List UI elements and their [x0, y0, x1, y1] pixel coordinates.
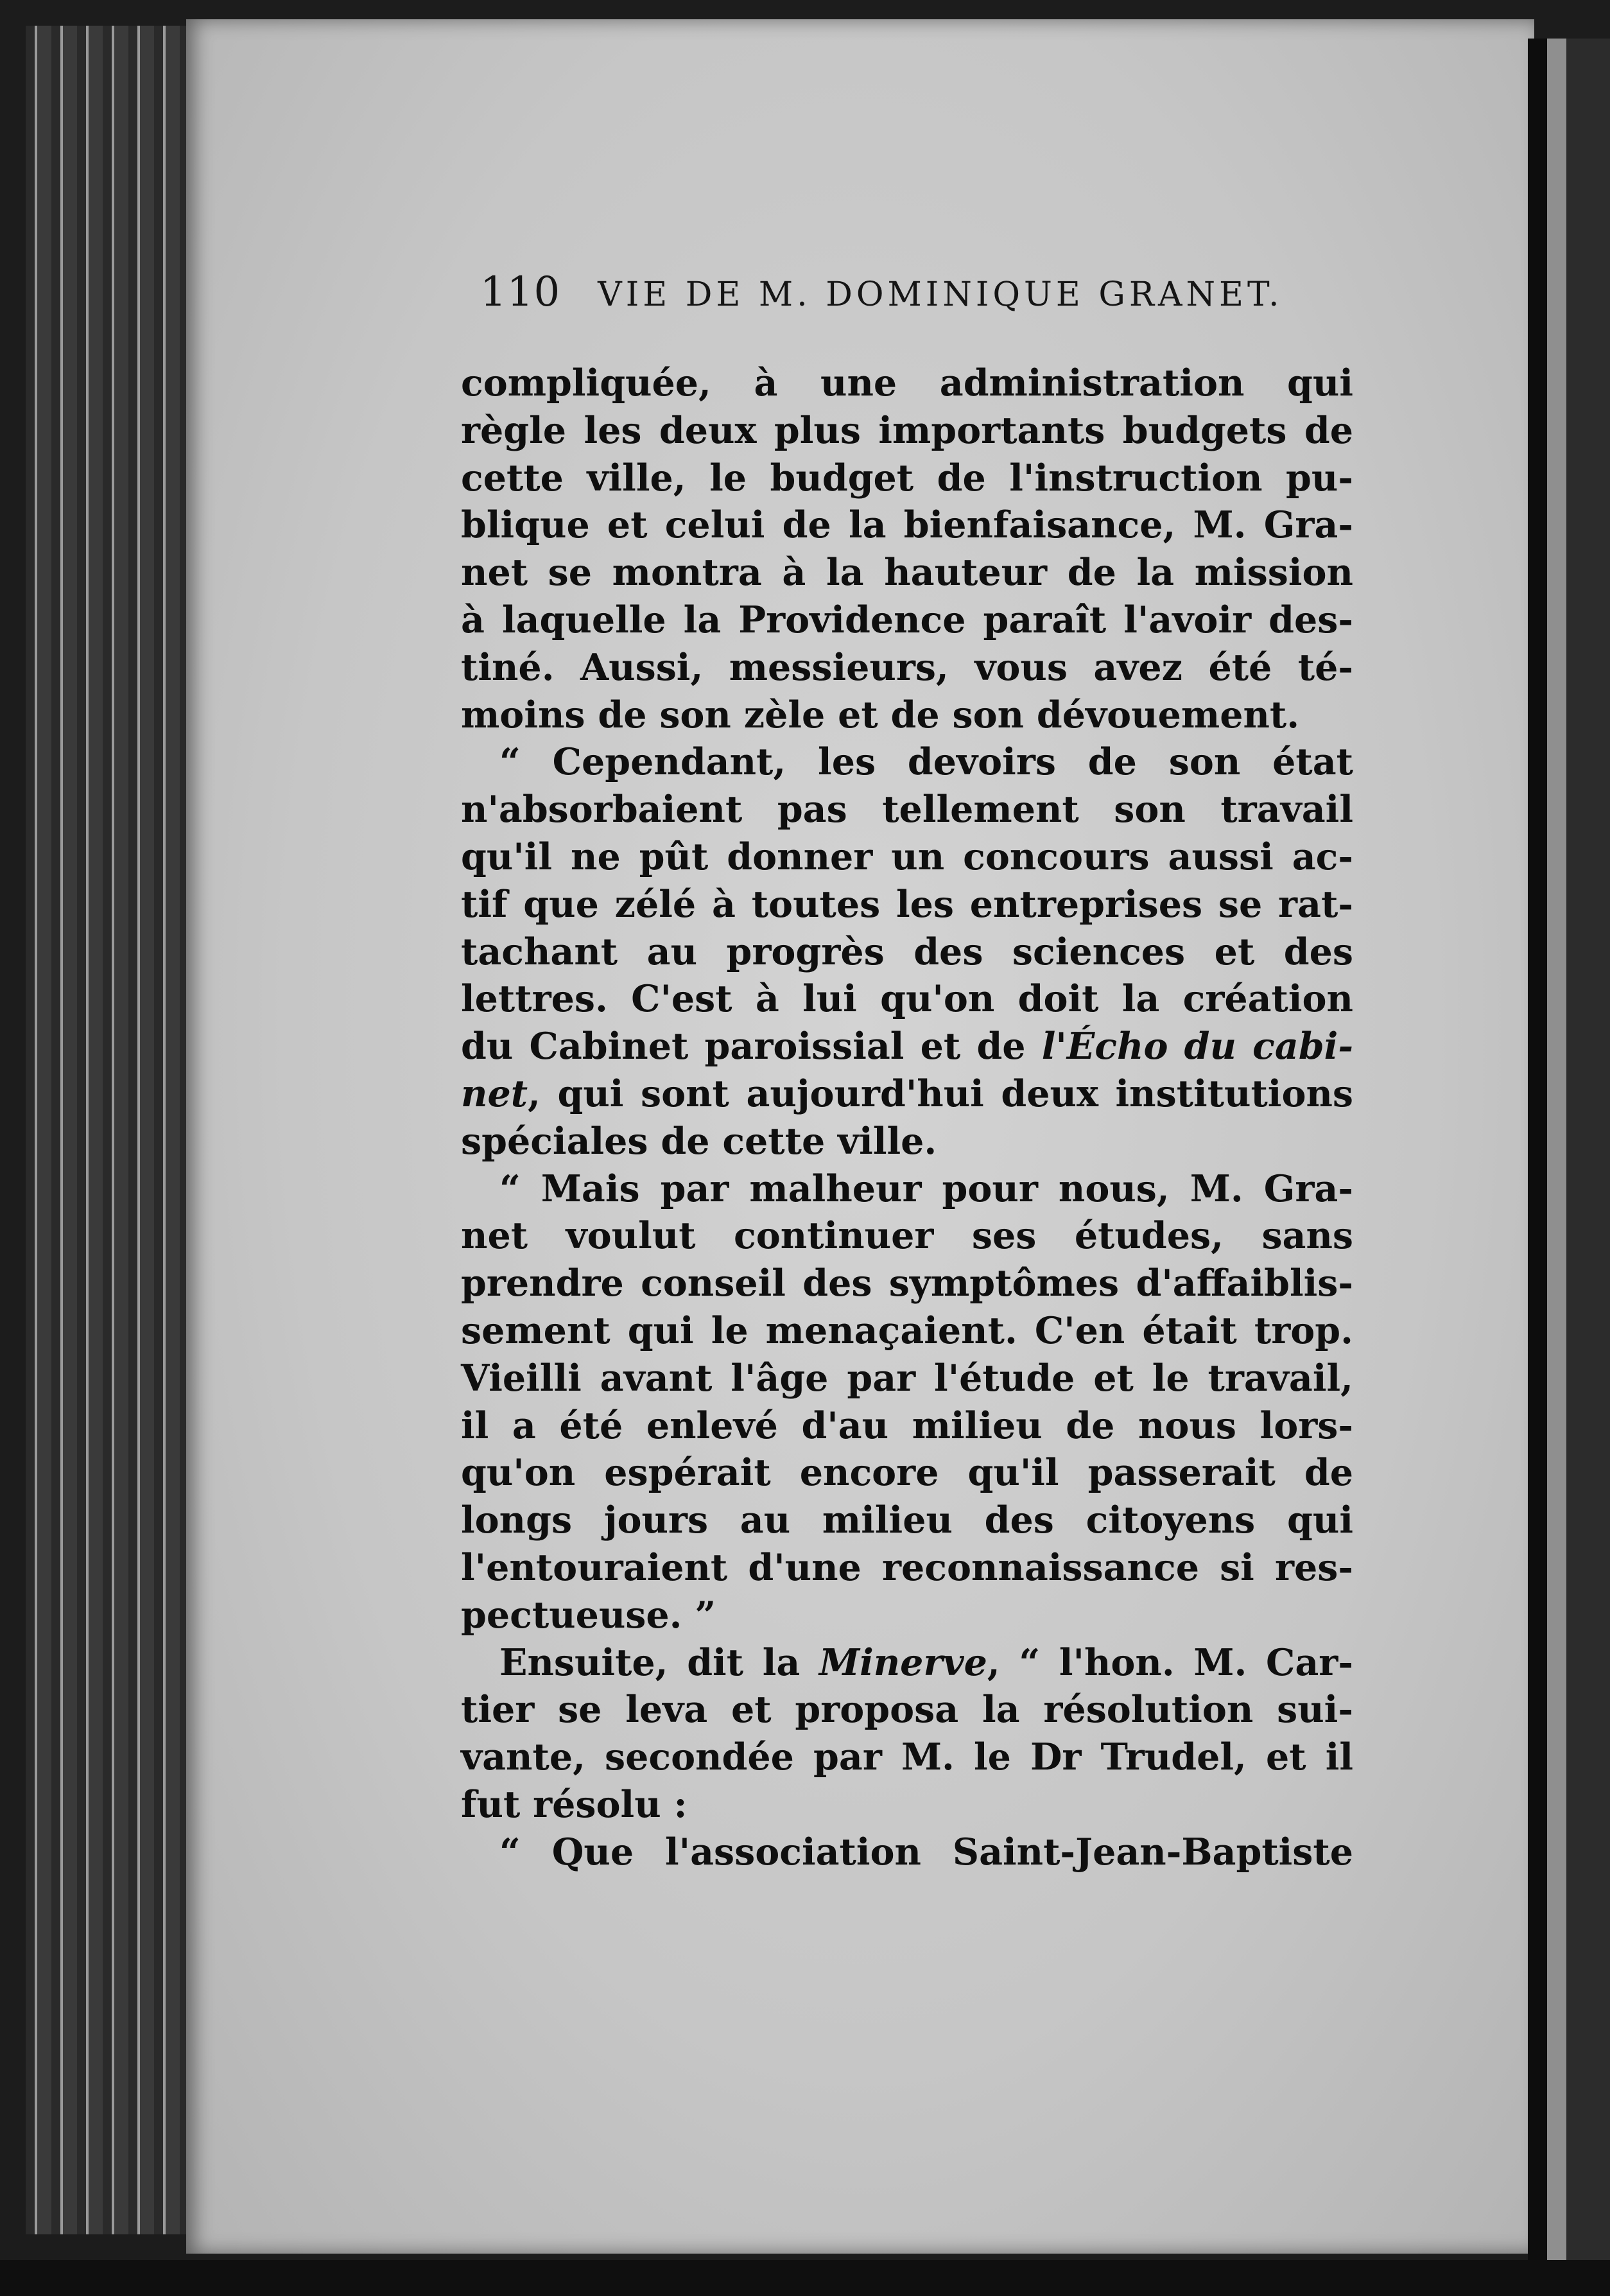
- text-line: pectueuse. ”: [461, 1593, 716, 1637]
- book-page-edges-right: [1528, 39, 1610, 2260]
- text-line: net voulut continuer ses études, sans: [461, 1214, 1353, 1258]
- italic-title: Minerve: [818, 1640, 987, 1684]
- text-line: il a été enlevé d'au milieu de nous lors-: [461, 1404, 1353, 1447]
- italic-title: net: [461, 1072, 528, 1115]
- text-line: n'absorbaient pas tellement son travail: [461, 788, 1353, 831]
- text-line: prendre conseil des symptômes d'affaiblis-: [461, 1262, 1353, 1305]
- text-line: qu'on espérait encore qu'il passerait de: [461, 1451, 1353, 1495]
- text-line: net se montra à la hauteur de la mission: [461, 551, 1353, 595]
- text-line: moins de son zèle et de son dévouement.: [461, 693, 1300, 736]
- text-line: “ Que l'association Saint-Jean-Baptiste: [499, 1830, 1353, 1874]
- text-line: blique et celui de la bienfaisance, M. Gra-: [461, 503, 1353, 547]
- text-line: spéciales de cette ville.: [461, 1119, 937, 1163]
- text-line: tachant au progrès des sciences et des: [461, 930, 1353, 973]
- text-line: [461, 1070, 1353, 1118]
- text-line: qu'il ne pût donner un concours aussi ac-: [461, 835, 1353, 878]
- text-line: longs jours au milieu des citoyens qui: [461, 1499, 1353, 1542]
- text-line: à laquelle la Providence paraît l'avoir des-: [461, 598, 1353, 641]
- scan-bottom-border: [0, 2260, 1610, 2296]
- text-line: compliquée, à une administration qui: [461, 361, 1353, 404]
- text-line: [461, 1023, 1353, 1070]
- text-segment: Ensuite, dit la: [499, 1640, 819, 1684]
- italic-title: l'Écho du cabi-: [1041, 1025, 1353, 1068]
- text-line: “ Cependant, les devoirs de son état: [499, 740, 1353, 784]
- page-number: 110: [480, 268, 561, 316]
- text-segment: , qui sont aujourd'hui deux institutions: [528, 1072, 1353, 1115]
- text-line: Vieilli avant l'âge par l'étude et le travail,: [461, 1356, 1353, 1400]
- text-line: “ Mais par malheur pour nous, M. Gra-: [499, 1167, 1353, 1210]
- text-line: l'entouraient d'une reconnaissance si res-: [461, 1545, 1353, 1589]
- text-line: règle les deux plus importants budgets de: [461, 408, 1353, 452]
- text-line: [461, 1639, 1353, 1687]
- text-segment: , “ l'hon. M. Car-: [987, 1640, 1353, 1684]
- text-line: fut résolu :: [461, 1782, 688, 1826]
- body-text: [461, 360, 1353, 1876]
- text-line: lettres. C'est à lui qu'on doit la création: [461, 977, 1353, 1021]
- text-line: tif que zélé à toutes les entreprises se rat-: [461, 882, 1353, 926]
- book-page-edges-left: [26, 26, 212, 2234]
- text-line: vante, secondée par M. le Dr Trudel, et il: [461, 1735, 1353, 1779]
- text-segment: du Cabinet paroissial et de: [461, 1025, 1042, 1068]
- running-title: VIE DE M. DOMINIQUE GRANET.: [598, 275, 1283, 314]
- text-line: tier se leva et proposa la résolution sui-: [461, 1688, 1353, 1732]
- text-line: sement qui le menaçaient. C'en était trop.: [461, 1309, 1353, 1352]
- running-header: [480, 268, 1283, 320]
- text-line: tiné. Aussi, messieurs, vous avez été té-: [461, 645, 1353, 689]
- text-line: cette ville, le budget de l'instruction pu-: [461, 456, 1353, 500]
